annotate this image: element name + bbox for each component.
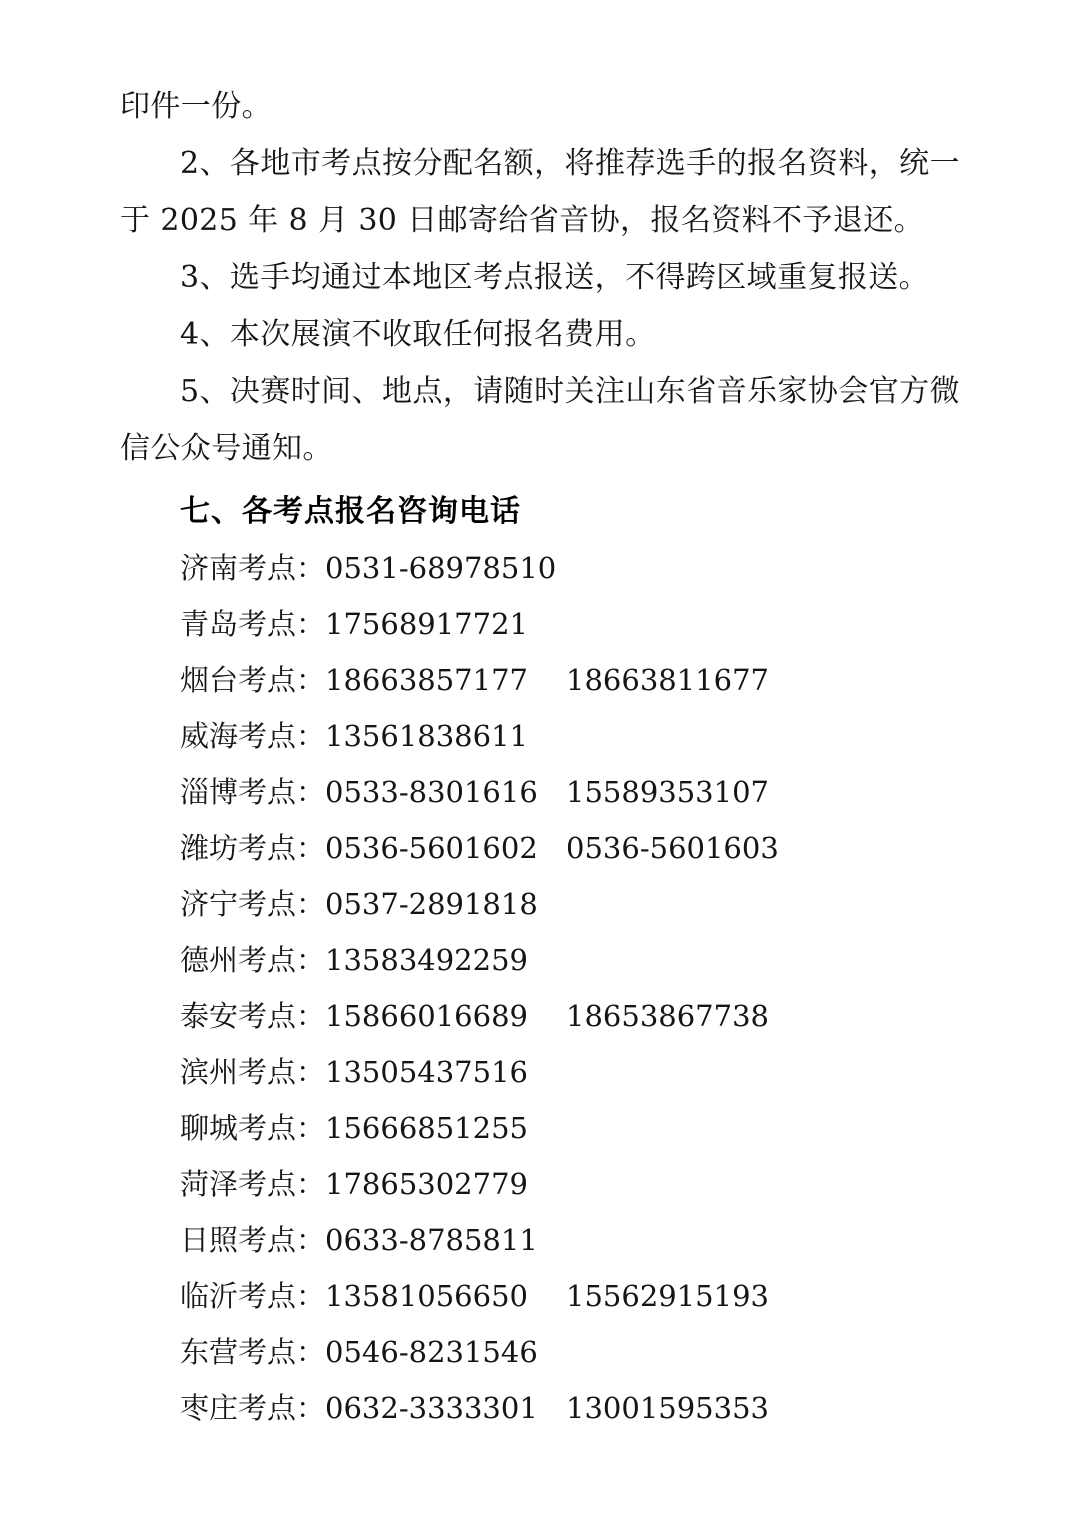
paragraph-item-4: 4、本次展演不收取任何报名费用。	[180, 317, 656, 352]
list-item	[120, 764, 960, 820]
contact-phone-primary: 15866016689	[325, 999, 528, 1033]
contact-city-label: 潍坊考点：	[180, 831, 326, 865]
contact-city-label: 烟台考点：	[180, 663, 326, 697]
contact-phone-secondary: 15562915193	[566, 1279, 769, 1313]
contact-phone-primary: 13581056650	[325, 1279, 528, 1313]
contact-list	[120, 540, 960, 1436]
list-item	[120, 1324, 960, 1380]
contact-city-label: 临沂考点：	[180, 1279, 326, 1313]
contact-phone-secondary: 15589353107	[566, 775, 769, 809]
list-item	[120, 1380, 960, 1436]
list-item	[120, 1044, 960, 1100]
contact-phone-primary: 13561838611	[325, 719, 528, 753]
contact-city-label: 东营考点：	[180, 1335, 326, 1369]
list-item	[120, 876, 960, 932]
contact-phone-primary: 18663857177	[325, 663, 528, 697]
contact-city-label: 淄博考点：	[180, 775, 326, 809]
list-item	[120, 1268, 960, 1324]
contact-phone-secondary: 13001595353	[566, 1391, 769, 1425]
list-item	[120, 596, 960, 652]
contact-phone-primary: 17865302779	[325, 1167, 528, 1201]
paragraph-item-5: 5、决赛时间、地点，请随时关注山东省音乐家协会官方微信公众号通知。	[120, 374, 960, 466]
contact-phone-secondary: 0536-5601603	[566, 831, 779, 865]
list-item	[120, 652, 960, 708]
contact-city-label: 济南考点：	[180, 551, 326, 585]
paragraph-carryover: 印件一份。	[120, 89, 272, 124]
list-item	[120, 540, 960, 596]
contact-city-label: 聊城考点：	[180, 1111, 326, 1145]
paragraph-item-2: 2、各地市考点按分配名额，将推荐选手的报名资料，统一于 2025 年 8 月 30 日邮寄给省音协，报名资料不予退还。	[120, 146, 960, 238]
section-title-contact-phones: 七、各考点报名咨询电话	[180, 494, 521, 529]
list-item	[120, 708, 960, 764]
contact-phone-primary: 15666851255	[325, 1111, 528, 1145]
contact-city-label: 泰安考点：	[180, 999, 326, 1033]
contact-city-label: 菏泽考点：	[180, 1167, 326, 1201]
contact-phone-primary: 0633-8785811	[325, 1223, 538, 1257]
contact-city-label: 济宁考点：	[180, 887, 326, 921]
paragraph-item-3: 3、选手均通过本地区考点报送，不得跨区域重复报送。	[180, 260, 930, 295]
contact-city-label: 青岛考点：	[180, 607, 326, 641]
contact-phone-primary: 13505437516	[325, 1055, 528, 1089]
contact-city-label: 德州考点：	[180, 943, 326, 977]
contact-phone-primary: 0536-5601602	[325, 831, 538, 865]
contact-city-label: 日照考点：	[180, 1223, 326, 1257]
contact-city-label: 滨州考点：	[180, 1055, 326, 1089]
list-item	[120, 1100, 960, 1156]
contact-phone-primary: 0537-2891818	[325, 887, 538, 921]
list-item	[120, 988, 960, 1044]
contact-phone-primary: 0632-3333301	[325, 1391, 538, 1425]
contact-phone-primary: 0531-68978510	[325, 551, 557, 585]
contact-phone-secondary: 18653867738	[566, 999, 769, 1033]
contact-city-label: 威海考点：	[180, 719, 326, 753]
contact-phone-secondary: 18663811677	[566, 663, 769, 697]
list-item	[120, 1156, 960, 1212]
list-item	[120, 820, 960, 876]
contact-phone-primary: 0546-8231546	[325, 1335, 538, 1369]
list-item	[120, 932, 960, 988]
contact-city-label: 枣庄考点：	[180, 1391, 326, 1425]
list-item	[120, 1212, 960, 1268]
contact-phone-primary: 17568917721	[325, 607, 528, 641]
contact-phone-primary: 13583492259	[325, 943, 528, 977]
contact-phone-primary: 0533-8301616	[325, 775, 538, 809]
